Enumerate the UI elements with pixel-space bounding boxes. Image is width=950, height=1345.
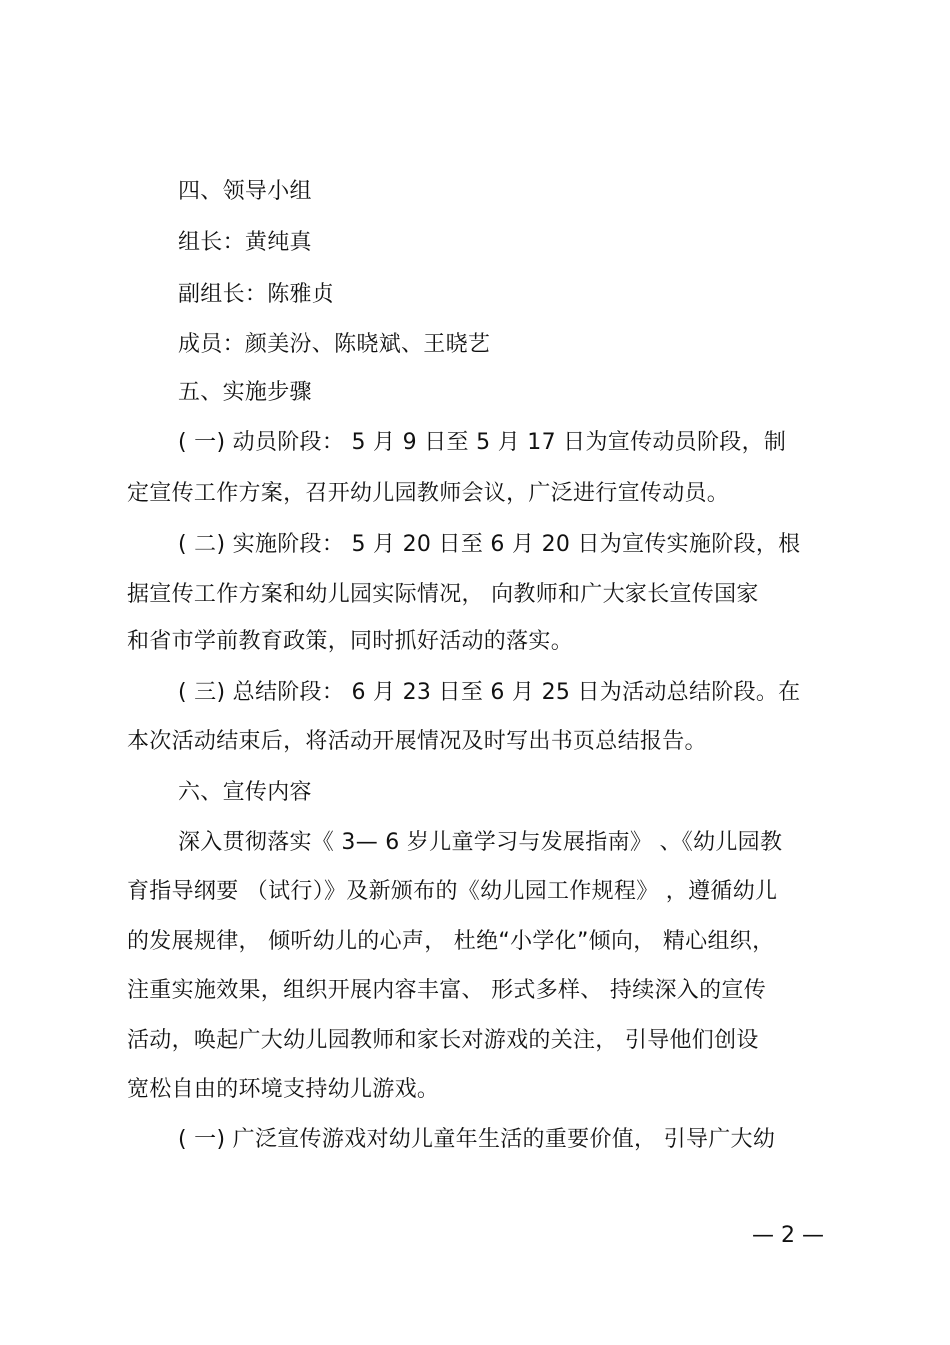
paragraph-line: ( 二) 实施阶段： 5 月 20 日至 6 月 20 日为宣传实施阶段，根 — [178, 532, 801, 557]
paragraph-line: 的发展规律， 倾听幼儿的心声， 杜绝“小学化”倾向， 精心组织， — [127, 929, 775, 954]
text-leader: 组长：黄纯真 — [178, 230, 312, 255]
text-deputy-leader: 副组长：陈雅贞 — [178, 282, 335, 307]
paragraph-line: 活动，唤起广大幼儿园教师和家长对游戏的关注， 引导他们创设 — [127, 1028, 759, 1053]
paragraph-line: ( 一) 广泛宣传游戏对幼儿童年生活的重要价值， 引导广大幼 — [178, 1127, 776, 1152]
heading-leadership-group: 四、领导小组 — [178, 179, 312, 204]
paragraph-line: 和省市学前教育政策，同时抓好活动的落实。 — [127, 629, 574, 654]
heading-publicity-content: 六、宣传内容 — [178, 780, 312, 805]
paragraph-line: 育指导纲要 （试行）》及新颁布的《幼儿园工作规程》 ，遵循幼儿 — [127, 879, 778, 904]
paragraph-line: 本次活动结束后，将活动开展情况及时写出书页总结报告。 — [127, 729, 707, 754]
page-number: — 2 — — [752, 1223, 824, 1248]
paragraph-line: 据宣传工作方案和幼儿园实际情况， 向教师和广大家长宣传国家 — [127, 582, 759, 607]
text-members: 成员：颜美汾、陈晓斌、王晓艺 — [178, 332, 491, 357]
paragraph-line: 宽松自由的环境支持幼儿游戏。 — [127, 1077, 440, 1102]
heading-implementation-steps: 五、实施步骤 — [178, 380, 312, 405]
paragraph-line: 深入贯彻落实《 3— 6 岁儿童学习与发展指南》 、《幼儿园教 — [178, 830, 783, 855]
paragraph-line: ( 三) 总结阶段： 6 月 23 日至 6 月 25 日为活动总结阶段。在 — [178, 680, 801, 705]
paragraph-line: 注重实施效果，组织开展内容丰富、 形式多样、 持续深入的宣传 — [127, 978, 766, 1003]
paragraph-line: 定宣传工作方案，召开幼儿园教师会议，广泛进行宣传动员。 — [127, 481, 730, 506]
paragraph-line: ( 一) 动员阶段： 5 月 9 日至 5 月 17 日为宣传动员阶段，制 — [178, 430, 787, 455]
